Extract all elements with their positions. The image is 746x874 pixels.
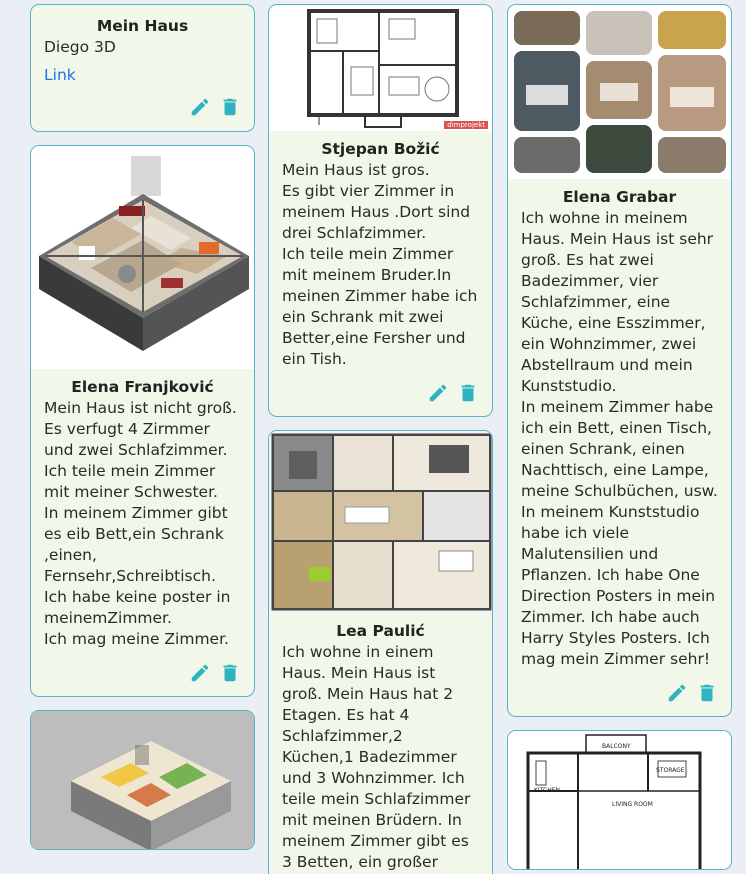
pencil-icon[interactable]	[189, 95, 211, 119]
card-text: Mein Haus ist gros. Es gibt vier Zimmer in meinem Haus .Dort sind drei Schlafzimmer. Ich teile mein Zimmer mit meinem Bruder.In meinen Zimmer habe ich ein Schrank mit zwei Better,eine Fersher und ein Tish.	[282, 161, 478, 368]
room-collage-image	[508, 5, 731, 179]
house-3d-image	[31, 711, 254, 850]
card-floorplan-lineart	[507, 730, 732, 870]
card-text: Ich wohne in meinem Haus. Mein Haus ist sehr groß. Es hat zwei Badezimmer, vier Schlafzimmer, eine Küche, eine Esszimmer, ein Wohnzimmer, zwei Abstellraum und mein Kunststudio. In meinem Zimmer habe ich ein Bett, einen Tisch, einen Schrank, einen Nachttisch, eine Lampe, meine Schulbüchen, usw. In meinem Kunststudio habe ich viele Malutensilien und Pflanzen. Ich habe One Direction Posters in mein Zimmer. Ich habe auch Harry Styles Posters. Ich mag mein Zimmer sehr!	[521, 209, 718, 668]
floorplan-label-living-room: LIVING ROOM	[612, 801, 653, 808]
card-image-collage	[508, 5, 731, 179]
card-title: Mein Haus	[96, 17, 189, 35]
floorplan-3d-image	[31, 146, 254, 369]
card-mein-haus	[30, 4, 255, 132]
column-3	[507, 4, 732, 874]
card-elena-grabar	[507, 4, 732, 717]
pencil-icon[interactable]	[666, 681, 688, 705]
card-link[interactable]: Link	[44, 66, 76, 84]
card-title: Lea Paulić	[336, 622, 425, 640]
card-lea-paulic	[268, 430, 493, 874]
card-image-topdown-plan	[269, 431, 492, 613]
card-text: Diego 3D	[44, 38, 116, 56]
card-image-3d-house	[31, 711, 254, 850]
card-title: Elena Franjković	[71, 378, 214, 396]
topdown-floorplan-image	[269, 431, 492, 613]
card-title: Elena Grabar	[562, 188, 677, 206]
card-actions	[282, 380, 479, 406]
trash-icon[interactable]	[219, 661, 241, 685]
trash-icon[interactable]	[696, 681, 718, 705]
card-3d-house	[30, 710, 255, 850]
card-title: Stjepan Božić	[321, 140, 440, 158]
trash-icon[interactable]	[219, 95, 241, 119]
floorplan-label-storage: STORAGE	[656, 767, 685, 774]
card-text: Mein Haus ist nicht groß. Es verfugt 4 Zirmmer und zwei Schlafzimmer. Ich teile mein Zimmer mit meiner Schwester. In meinem Zimmer gibt es eib Bett,ein Schrank ,einen, Fernsehr,Schreibtisch. Ich habe keine poster in meinemZimmer. Ich mag meine Zimmer.	[44, 399, 237, 648]
card-stjepan-bozic	[268, 4, 493, 417]
column-2	[268, 4, 493, 874]
card-text: Ich wohne in einem Haus. Mein Haus ist groß. Mein Haus hat 2 Etagen. Es hat 4 Schlafzimmer,2 Küchen,1 Badezimmer und 3 Wohnzimmer. Ich teile mein Schlafzimmer mit meinen Brüdern. In meinem Zimmer gibt es 3 Betten, ein großer	[282, 643, 476, 871]
card-elena-franjkovic	[30, 145, 255, 697]
floorplan-image	[269, 5, 492, 131]
floorplan-label-kitchen: KITCHEN	[534, 787, 560, 794]
card-actions	[44, 94, 241, 120]
card-actions	[44, 660, 241, 686]
card-image-lineart-floorplan	[508, 731, 731, 870]
floorplan-label-balcony: BALCONY	[602, 743, 631, 750]
column-1	[30, 4, 255, 863]
card-actions	[521, 680, 718, 706]
watermark-label: dimprojekt	[444, 121, 488, 129]
trash-icon[interactable]	[457, 381, 479, 405]
card-image-3d-floorplan	[31, 146, 254, 369]
card-image-floorplan	[269, 5, 492, 131]
pencil-icon[interactable]	[427, 381, 449, 405]
pencil-icon[interactable]	[189, 661, 211, 685]
